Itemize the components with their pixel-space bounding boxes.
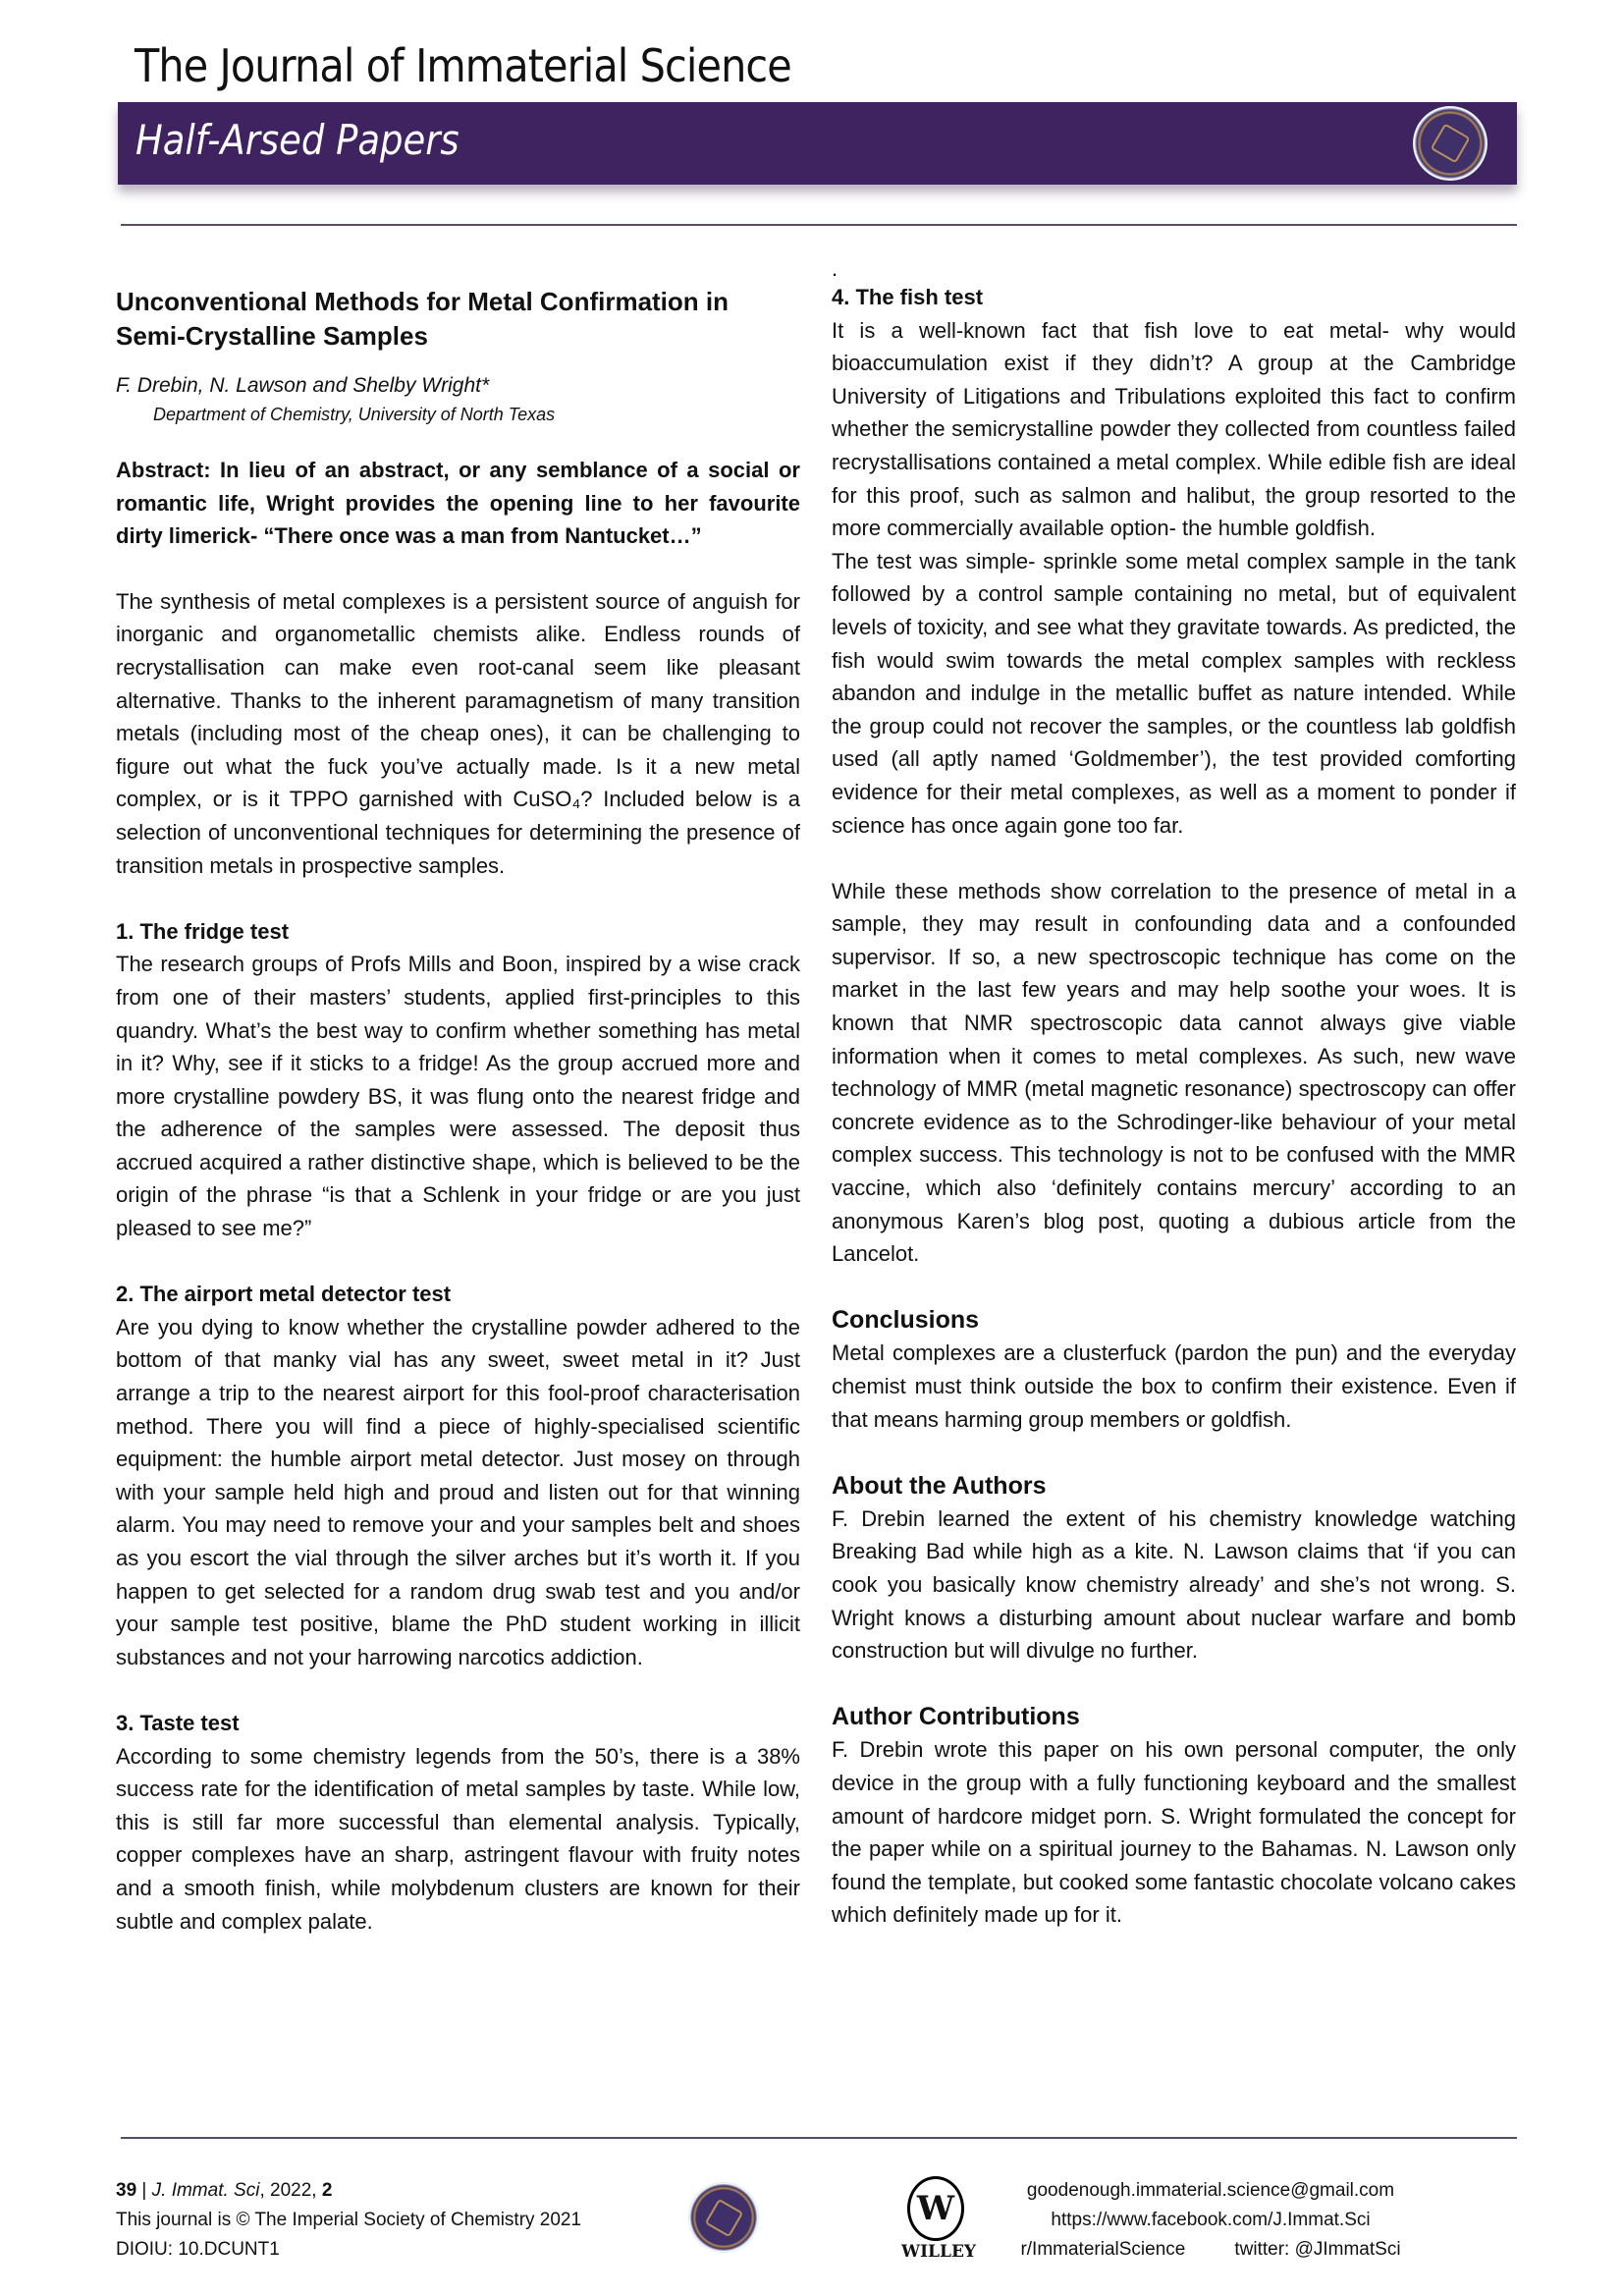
doi: DIOIU: 10.DCUNT1 <box>116 2239 280 2260</box>
section-heading-fridge: 1. The fridge test <box>116 918 290 944</box>
taste-paragraph: According to some chemistry legends from the 50’s, there is a 38% success rate for the identification of metal samples by taste. While low, this is still far more successful than elemental analysis. Typically, copper complexes have an sharp, astringent flavour with fruity notes and a smooth finish, while molybdenum clusters are known for their subtle and complex palate. <box>116 1743 800 1934</box>
series-title: Half-Arsed Papers <box>135 116 460 164</box>
citation: 39 | J. Immat. Sci, 2022, 2 <box>116 2180 333 2201</box>
twitter-handle[interactable]: twitter: @JImmatSci <box>1234 2239 1401 2260</box>
affiliation: Department of Chemistry, University of North Texas <box>153 405 556 424</box>
conclusions-paragraph: Metal complexes are a clusterfuck (pardon the pun) and the everyday chemist must think outside the box to confirm their existence. Even if that means harming group members or goldfish. <box>832 1340 1516 1432</box>
publisher-logo: W WILLEY <box>901 2176 970 2263</box>
stray-dot: . <box>832 256 838 281</box>
contributions-paragraph: F. Drebin wrote this paper on his own personal computer, the only device in the group with a fully functioning keyboard and the smallest amount of hardcore midget porn. S. Wright formulated the concept for the paper while on a spiritual journey to the Bahamas. N. Lawson only found the template, but cooked some fantastic chocolate volcano cakes which definitely made up for it. <box>832 1737 1516 1928</box>
facebook-link[interactable]: https://www.facebook.com/J.Immat.Sci <box>1051 2210 1371 2230</box>
footer <box>116 2176 1520 2265</box>
article-title: Unconventional Methods for Metal Confirmation in Semi-Crystalline Samples <box>116 287 729 351</box>
section-heading-airport: 2. The airport metal detector test <box>116 1282 452 1307</box>
fish-paragraph-2: The test was simple- sprinkle some metal complex sample in the tank followed by a control sample containing no metal, but of equivalent levels of toxicity, and see what they gravitate towards. As predicted, the fish would swim towards the metal complex samples with reckless abandon and indulge in the metallic buffet as nature intended. While the group could not recover the samples, or the countless lab goldfish used (all aptly named ‘Goldmember’), the test provided comforting evidence for their metal complexes, as well as a moment to ponder if science has once again gone too far. <box>832 548 1516 838</box>
section-heading-taste: 3. Taste test <box>116 1710 240 1735</box>
fish-paragraph-1: It is a well-known fact that fish love to eat metal- why would bioaccumulation exist if they didn’t? A group at the Cambridge University of Litigations and Tribulations exploited this fact to confirm whether the semicrystalline powder they collected from countless failed recrystallisations contained a metal complex. While edible fish are ideal for this proof, such as salmon and halibut, the group resorted to the more commercially available option- the humble goldfish. <box>832 317 1516 541</box>
reddit-link[interactable]: r/ImmaterialScience <box>1020 2239 1186 2260</box>
abstract: Abstract: In lieu of an abstract, or any semblance of a social or romantic life, Wright provides the opening line to her favourite dirty limerick- “There once was a man from Nantucket…” <box>116 458 800 549</box>
journal-seal-logo <box>1413 106 1487 181</box>
intro-paragraph: The synthesis of metal complexes is a persistent source of anguish for inorganic and organometallic chemists alike. Endless rounds of recrystallisation can make even root-canal seem like pleasant alternative. Thanks to the inherent paramagnetism of many transition metals (including most of the cheap ones), it can be challenging to figure out what the fuck you’ve actually made. Is it a new metal complex, or is it TPPO garnished with CuSO₄? Included below is a selection of unconventional techniques for determining the presence of transition metals in prospective samples. <box>116 588 800 878</box>
fridge-paragraph: The research groups of Profs Mills and Boon, inspired by a wise crack from one of their masters’ students, applied first-principles to this quandry. What’s the best way to confirm whether something has metal in it? Why, see if it sticks to a fridge! As the group accrued more and more crystalline powdery BS, it was flung onto the nearest fridge and the adherence of the samples were assessed. The deposit thus accrued acquired a rather distinctive shape, which is believed to be the origin of the phrase “is that a Schlenk in your fridge or are you just pleased to see me?” <box>116 952 800 1241</box>
conclusions-heading: Conclusions <box>832 1306 980 1335</box>
authors: F. Drebin, N. Lawson and Shelby Wright* <box>116 374 490 397</box>
series-banner <box>118 102 1517 185</box>
contact-email[interactable]: goodenough.immaterial.science@gmail.com <box>1026 2180 1395 2201</box>
left-column <box>116 285 800 1938</box>
airport-paragraph: Are you dying to know whether the crystalline powder adhered to the bottom of that manky vial has any sweet, sweet metal in it? Just arrange a trip to the nearest airport for this fool-proof characterisation method. There you will find a piece of highly-specialised scientific equipment: the humble airport metal detector. Just mosey on through with your sample held high and proud and listen out for that winning alarm. You may need to remove your and your samples belt and shoes as you escort the vial through the silver arches but it’s worth it. If you happen to get selected for a random drug swab test and you and/or your sample test positive, blame the PhD student working in illicit substances and not your harrowing narcotics addiction. <box>116 1314 800 1669</box>
journal-seal-logo-footer <box>688 2182 759 2253</box>
about-authors-heading: About the Authors <box>832 1471 1047 1500</box>
journal-title: The Journal of Immaterial Science <box>135 39 791 92</box>
about-authors-paragraph: F. Drebin learned the extent of his chemistry knowledge watching Breaking Bad while high as a kite. N. Lawson claims that ‘if you can cook you basically know chemistry already’ and she’s not wrong. S. Wright knows a disturbing amount about nuclear warfare and bomb construction but will divulge no further. <box>832 1505 1516 1664</box>
copyright: This journal is © The Imperial Society of Chemistry 2021 <box>116 2210 582 2230</box>
header-divider <box>121 224 1517 226</box>
right-column <box>832 257 1516 1932</box>
mmr-paragraph: While these methods show correlation to the presence of metal in a sample, they may result in confounding data and a confounded supervisor. If so, a new spectroscopic technique has come on the market in the last few years and may help soothe your woes. It is known that NMR spectroscopic data cannot always give viable information when it comes to metal complexes. As such, new wave technology of MMR (metal magnetic resonance) spectroscopy can offer concrete evidence as to the Schrodinger-like behaviour of your metal complex success. This technology is not to be confused with the MMR vaccine, which also ‘definitely contains mercury’ according to an anonymous Karen’s blog post, quoting a dubious article from the Lancelot. <box>832 878 1516 1267</box>
contributions-heading: Author Contributions <box>832 1703 1080 1731</box>
footer-divider <box>121 2137 1517 2139</box>
section-heading-fish: 4. The fish test <box>832 285 984 309</box>
